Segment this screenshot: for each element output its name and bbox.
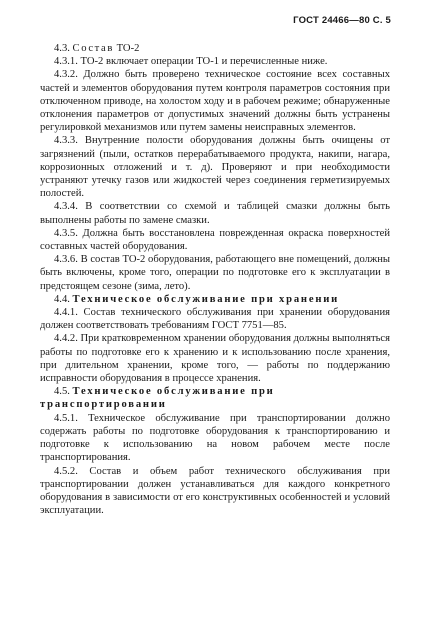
paragraph-4-3-1: 4.3.1. ТО-2 включает операции ТО-1 и перечисленные ниже. xyxy=(54,56,328,68)
section-number: 4.3. xyxy=(54,43,73,54)
paragraph-4-3-2: 4.3.2. Должно быть проверено техническое состояние всех составных частей и элементов оборудования путем контроля параметров состояния при отключенном приводе, на холостом ходу и в рабочем режиме; обнаруженные отклонения параметров от допустимых значений должны быть устранены регулировкой механизмов или путем замены неисправных элементов. xyxy=(40,69,390,134)
section-heading-4-4 xyxy=(40,293,390,306)
paragraph-4-3-3: 4.3.3. Внутренние полости оборудования должны быть очищены от загрязнений (пыли, остатков перерабатываемого продукта, накипи, нагара, коррозионных отложений и т. д). Проверяют и при необходимости устраняют утечку газов или жидкостей через соединения герметизируемых полостей. xyxy=(40,135,390,200)
paragraph-4-4-2: 4.4.2. При кратковременном хранении оборудования должны выполняться работы по подготовке его к хранению и к использованию после хранения, при длительном хранении, кроме того, — работы по поддержанию исправности оборудования в процессе хранения. xyxy=(40,333,390,385)
paragraph-4-4-1: 4.4.1. Состав технического обслуживания при хранении оборудования должен соответствовать требованиям ГОСТ 7751—85. xyxy=(40,307,390,332)
section-number: 4.5. xyxy=(54,386,73,398)
paragraph-4-5-1: 4.5.1. Техническое обслуживание при транспортировании должно содержать работы по подготовке оборудования к транспортированию и подготовке к использованию на новом рабочем месте после транспортирования. xyxy=(40,412,390,464)
section-number: 4.4. xyxy=(54,293,73,305)
section-title: Техническое обслуживание при транспортировании xyxy=(40,386,275,411)
section-title-suffix: ТО-2 xyxy=(113,43,140,54)
paragraph-4-3-6: 4.3.6. В состав ТО-2 оборудования, работающего вне помещений, должны быть включены, кроме того, операции по подготовке его к эксплуатации в предстоящем сезоне (зима, лето). xyxy=(40,254,390,292)
section-title: Техническое обслуживание при хранении xyxy=(72,293,340,305)
document-body xyxy=(40,42,390,517)
section-heading-4-5 xyxy=(40,385,390,411)
paragraph-4-3-5: 4.3.5. Должна быть восстановлена поврежденная окраска поверхностей составных частей оборудования. xyxy=(40,227,390,253)
paragraph-4-5-2: 4.5.2. Состав и объем работ технического обслуживания при транспортировании должен устанавливаться для каждого конкретного оборудования в зависимости от его конструктивных особенностей и условий эксплуатации. xyxy=(40,465,390,517)
page-header: ГОСТ 24466—80 С. 5 xyxy=(293,15,391,26)
paragraph-4-3-4: 4.3.4. В соответствии со схемой и таблицей смазки должны быть выполнены работы по замене смазки. xyxy=(40,201,390,226)
section-title: Состав xyxy=(72,43,114,54)
section-heading-4-3 xyxy=(40,42,390,55)
